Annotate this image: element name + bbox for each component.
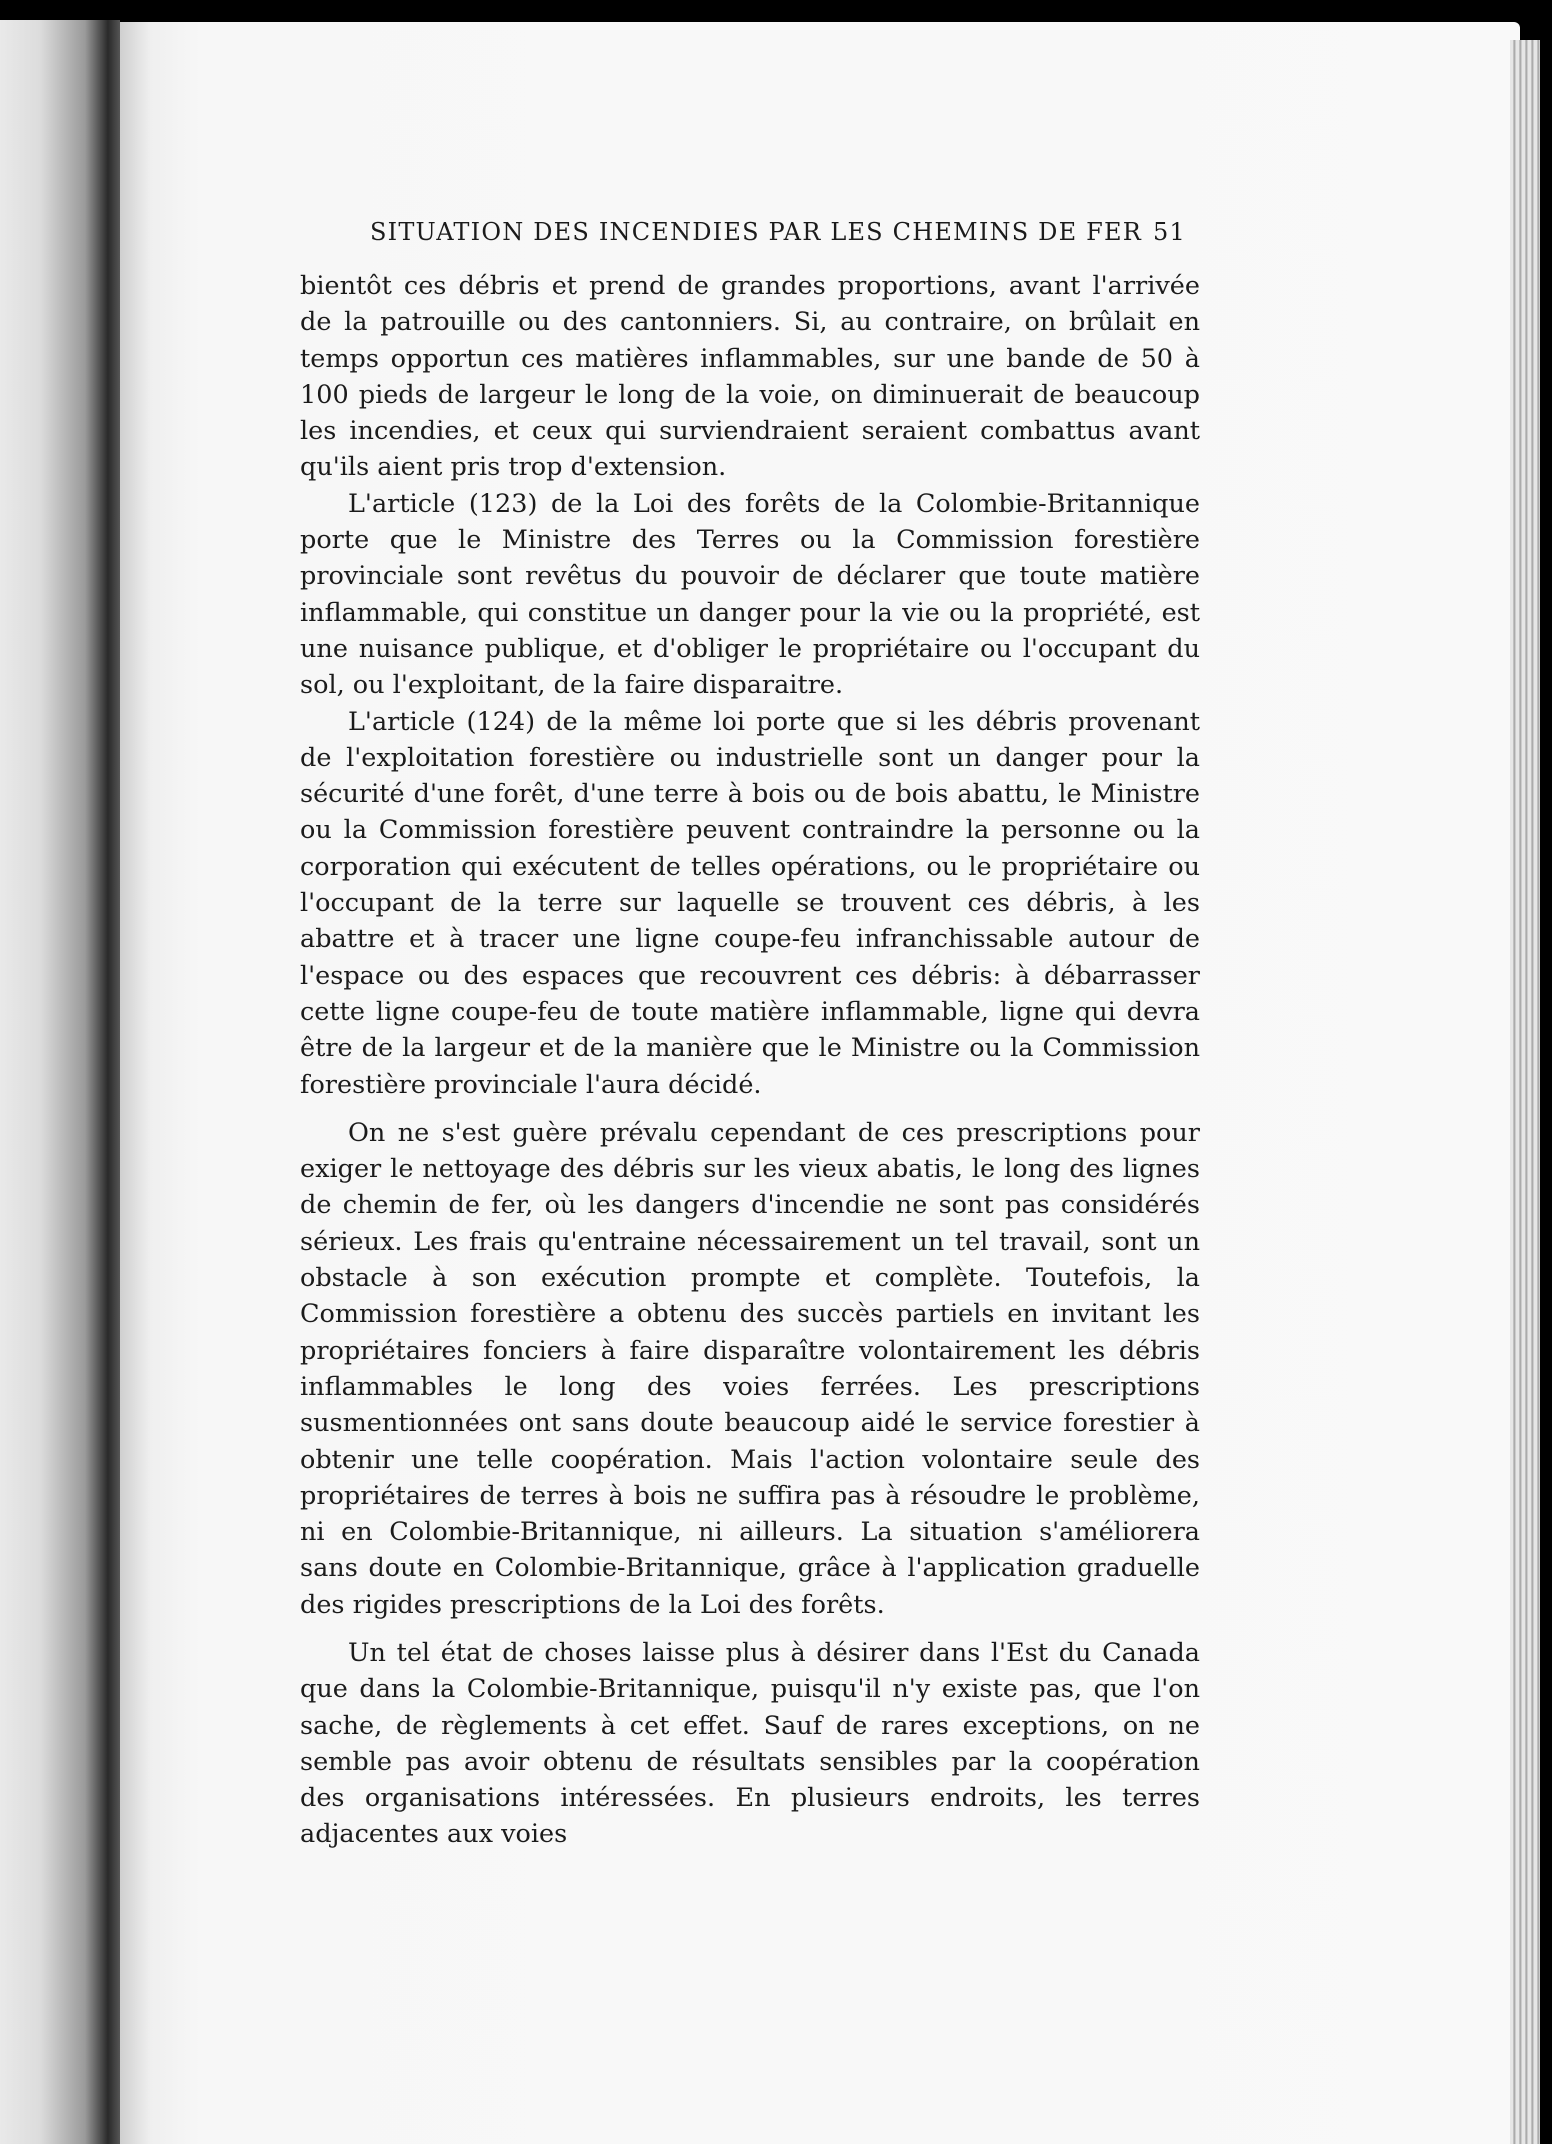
- running-head: [300, 218, 1200, 262]
- page-number: 51: [1153, 218, 1186, 246]
- paragraph-article-124: L'article (124) de la même loi porte que si les débris provenant de l'exploitation forestière ou industrielle sont un danger pour la sécurité d'une forêt, d'une terre à bois ou de bois abattu, le Ministre ou la Commission forestière peuvent contraindre la personne ou la corporation qui exécutent de telles opérations, ou le propriétaire ou l'occupant de la terre sur laquelle se trouvent ces débris, à les abattre et à tracer une ligne coupe-feu infranchissable autour de l'espace ou des espaces que recouvrent ces débris: à débarrasser cette ligne coupe-feu de toute matière inflammable, ligne qui devra être de la largeur et de la manière que le Ministre ou la Commission forestière provinciale l'aura décidé.: [300, 706, 1200, 1100]
- paragraph-prescriptions: On ne s'est guère prévalu cependant de ces prescriptions pour exiger le nettoyage des débris sur les vieux abatis, le long des lignes de chemin de fer, où les dangers d'incendie ne sont pas considérés sérieux. Les frais qu'entraine nécessairement un tel travail, sont un obstacle à son exécution prompte et complète. Toutefois, la Commission forestière a obtenu des succès partiels en invitant les propriétaires fonciers à faire disparaître volontairement les débris inflammables le long des voies ferrées. Les prescriptions susmentionnées ont sans doute beaucoup aidé le service forestier à obtenir une telle coopération. Mais l'action volontaire seule des propriétaires de terres à bois ne suffira pas à résoudre le problème, ni en Colombie-Britannique, ni ailleurs. La situation s'améliorera sans doute en Colombie-Britannique, grâce à l'application graduelle des rigides prescriptions de la Loi des forêts.: [300, 1117, 1200, 1620]
- facing-page-edge: [0, 20, 120, 2144]
- paragraph-eastern-canada: Un tel état de choses laisse plus à désirer dans l'Est du Canada que dans la Colombie-Britannique, puisqu'il n'y existe pas, que l'on sache, de règlements à cet effet. Sauf de rares exceptions, on ne semble pas avoir obtenu de résultats sensibles par la coopération des organisations intéressées. En plusieurs endroits, les terres adjacentes aux voies: [300, 1637, 1200, 1850]
- body-text: [300, 268, 1200, 1853]
- paragraph-continued: bientôt ces débris et prend de grandes proportions, avant l'arrivée de la patrouille ou des cantonniers. Si, au contraire, on brûlait en temps opportun ces matières inflammables, sur une bande de 50 à 100 pieds de largeur le long de la voie, on diminuerait de beaucoup les incendies, et ceux qui surviendraient seraient combattus avant qu'ils aient pris trop d'extension.: [300, 271, 1200, 483]
- scan-border: [1540, 0, 1552, 2144]
- running-head-title: SITUATION DES INCENDIES PAR LES CHEMINS DE FER: [370, 218, 1143, 246]
- paragraph-article-123: L'article (123) de la Loi des forêts de la Colombie-Britannique porte que le Ministre des Terres ou la Commission forestière provinciale sont revêtus du pouvoir de déclarer que toute matière inflammable, qui constitue un danger pour la vie ou la propriété, est une nuisance publique, et d'obliger le propriétaire ou l'occupant du sol, ou l'exploitant, de la faire disparaitre.: [300, 488, 1200, 701]
- page-content: [300, 218, 1200, 1853]
